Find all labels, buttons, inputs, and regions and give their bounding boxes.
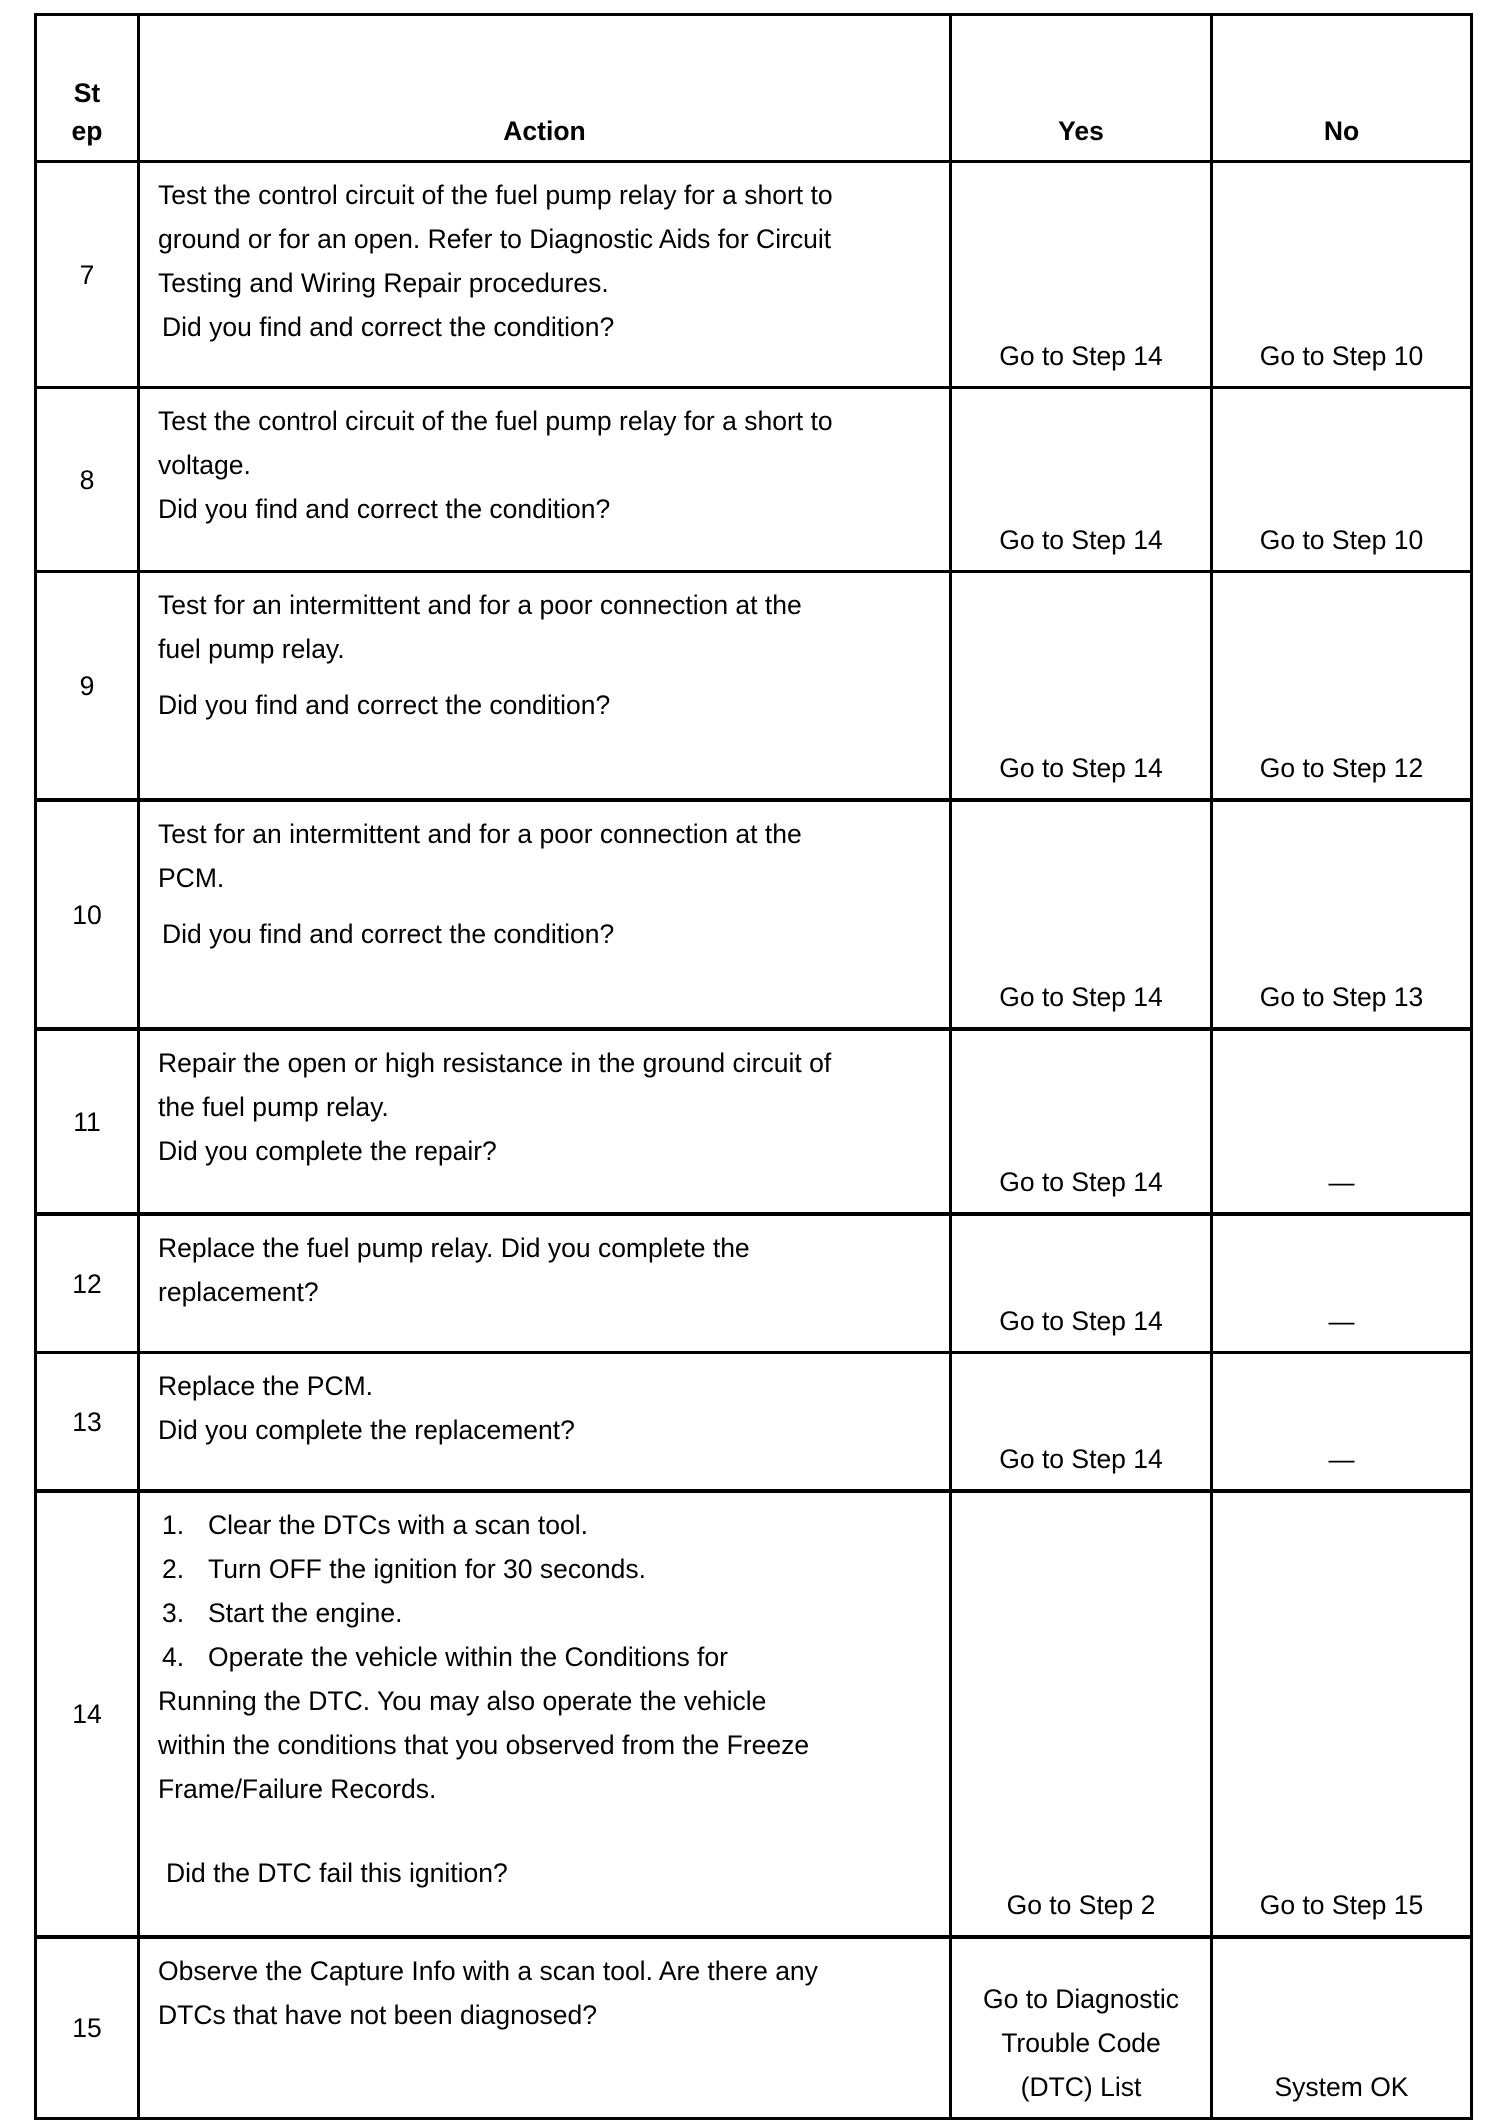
- action-question: DTCs that have not been diagnosed?: [158, 2000, 598, 2030]
- yes-cell: [951, 1491, 1212, 1937]
- action-cell: [139, 572, 951, 801]
- no-text: —: [1328, 1167, 1355, 1197]
- action-text: Test for an intermittent and for a poor connection at the: [158, 819, 802, 849]
- action-cell: [139, 1029, 951, 1214]
- action-question: Did you find and correct the condition?: [158, 690, 611, 720]
- yes-text: Go to Step 14: [999, 525, 1163, 555]
- no-text: Go to Step 13: [1259, 982, 1424, 1012]
- no-text: Go to Step 10: [1259, 525, 1424, 555]
- yes-cell: [951, 1214, 1212, 1353]
- action-text: Test the control circuit of the fuel pump relay for a short to: [158, 180, 833, 210]
- diagnostic-steps-table: [34, 13, 1473, 2120]
- action-text: Running the DTC. You may also operate the vehicle: [158, 1686, 767, 1716]
- yes-text: Go to Step 14: [999, 1167, 1163, 1197]
- table-row: [36, 162, 1472, 388]
- header-step-line-1: St: [73, 78, 101, 108]
- header-action: [139, 15, 951, 162]
- step-number: 14: [36, 1491, 139, 1937]
- action-cell: [139, 162, 951, 388]
- action-cell: [139, 1491, 951, 1937]
- no-cell: [1212, 388, 1472, 572]
- no-cell: [1212, 1491, 1472, 1937]
- list-item: [158, 1503, 939, 1547]
- action-text: the fuel pump relay.: [158, 1092, 389, 1122]
- list-number: 1.: [162, 1510, 185, 1540]
- yes-cell: [951, 1937, 1212, 2119]
- action-question: Did you find and correct the condition?: [158, 494, 611, 524]
- yes-cell: [951, 1029, 1212, 1214]
- action-cell: [139, 1214, 951, 1353]
- yes-cell: [951, 572, 1212, 801]
- list-text: Start the engine.: [208, 1598, 403, 1628]
- yes-cell: [951, 800, 1212, 1029]
- header-step-line-2: ep: [71, 116, 103, 146]
- action-text: Replace the fuel pump relay. Did you complete the: [158, 1233, 750, 1263]
- header-row: [36, 15, 1472, 162]
- list-number: 3.: [162, 1598, 185, 1628]
- no-cell: [1212, 1937, 1472, 2119]
- yes-text: Go to Step 2: [1006, 1890, 1156, 1920]
- action-text: Frame/Failure Records.: [158, 1774, 437, 1804]
- table-row: [36, 388, 1472, 572]
- list-number: 2.: [162, 1554, 185, 1584]
- yes-text: Go to Step 14: [999, 1306, 1163, 1336]
- table-row: [36, 1937, 1472, 2119]
- table-row: [36, 1353, 1472, 1492]
- list-text: Operate the vehicle within the Conditions for: [208, 1642, 728, 1672]
- list-item: [158, 1591, 939, 1635]
- action-question: Did the DTC fail this ignition?: [166, 1858, 508, 1888]
- yes-text: Go to Step 14: [999, 341, 1163, 371]
- step-number: 7: [36, 162, 139, 388]
- yes-cell: [951, 388, 1212, 572]
- list-text: Turn OFF the ignition for 30 seconds.: [208, 1554, 646, 1584]
- step-number: 15: [36, 1937, 139, 2119]
- table-row: [36, 572, 1472, 801]
- no-text: —: [1328, 1306, 1355, 1336]
- action-text: Replace the PCM.: [158, 1371, 374, 1401]
- header-step: [36, 15, 139, 162]
- action-question: Did you find and correct the condition?: [162, 919, 615, 949]
- action-text: voltage.: [158, 450, 251, 480]
- action-text: Test for an intermittent and for a poor connection at the: [158, 590, 802, 620]
- action-cell: [139, 1353, 951, 1492]
- action-cell: [139, 800, 951, 1029]
- step-number: 8: [36, 388, 139, 572]
- no-cell: [1212, 1214, 1472, 1353]
- no-text: Go to Step 12: [1259, 753, 1424, 783]
- action-text: Test the control circuit of the fuel pump relay for a short to: [158, 406, 833, 436]
- no-text: —: [1328, 1444, 1355, 1474]
- yes-cell: [951, 162, 1212, 388]
- yes-text: (DTC) List: [1020, 2072, 1142, 2102]
- step-number: 13: [36, 1353, 139, 1492]
- action-text: fuel pump relay.: [158, 634, 345, 664]
- list-item: [158, 1547, 939, 1591]
- action-cell: [139, 388, 951, 572]
- list-number: 4.: [162, 1642, 185, 1672]
- action-text: ground or for an open. Refer to Diagnostic Aids for Circuit: [158, 224, 832, 254]
- step-number: 9: [36, 572, 139, 801]
- step-number: 10: [36, 800, 139, 1029]
- no-text: Go to Step 10: [1259, 341, 1424, 371]
- no-cell: [1212, 572, 1472, 801]
- action-text: Repair the open or high resistance in the ground circuit of: [158, 1048, 832, 1078]
- action-text: PCM.: [158, 863, 225, 893]
- action-text: Observe the Capture Info with a scan tool. Are there any: [158, 1956, 818, 1986]
- no-cell: [1212, 162, 1472, 388]
- no-cell: [1212, 1353, 1472, 1492]
- yes-text: Go to Step 14: [999, 982, 1163, 1012]
- step-number: 11: [36, 1029, 139, 1214]
- action-text: within the conditions that you observed from the Freeze: [158, 1730, 810, 1760]
- header-yes-label: Yes: [1058, 116, 1104, 146]
- action-text: Testing and Wiring Repair procedures.: [158, 268, 609, 298]
- action-question: Did you complete the replacement?: [158, 1415, 575, 1445]
- header-action-label: Action: [503, 116, 586, 146]
- yes-text: Go to Diagnostic: [983, 1984, 1179, 2014]
- header-yes: [951, 15, 1212, 162]
- no-text: System OK: [1274, 2072, 1409, 2102]
- no-cell: [1212, 800, 1472, 1029]
- header-no: [1212, 15, 1472, 162]
- step-number: 12: [36, 1214, 139, 1353]
- yes-text: Trouble Code: [1001, 2028, 1161, 2058]
- action-question: Did you complete the repair?: [158, 1136, 497, 1166]
- table-row: [36, 1491, 1472, 1937]
- table-row: [36, 1029, 1472, 1214]
- action-text: replacement?: [158, 1277, 319, 1307]
- header-no-label: No: [1323, 116, 1360, 146]
- table-row: [36, 1214, 1472, 1353]
- action-cell: [139, 1937, 951, 2119]
- yes-cell: [951, 1353, 1212, 1492]
- list-item: [158, 1635, 939, 1679]
- no-text: Go to Step 15: [1259, 1890, 1424, 1920]
- yes-text: Go to Step 14: [999, 1444, 1163, 1474]
- action-question: Did you find and correct the condition?: [162, 312, 615, 342]
- yes-text: Go to Step 14: [999, 753, 1163, 783]
- no-cell: [1212, 1029, 1472, 1214]
- table-row: [36, 800, 1472, 1029]
- list-text: Clear the DTCs with a scan tool.: [208, 1510, 588, 1540]
